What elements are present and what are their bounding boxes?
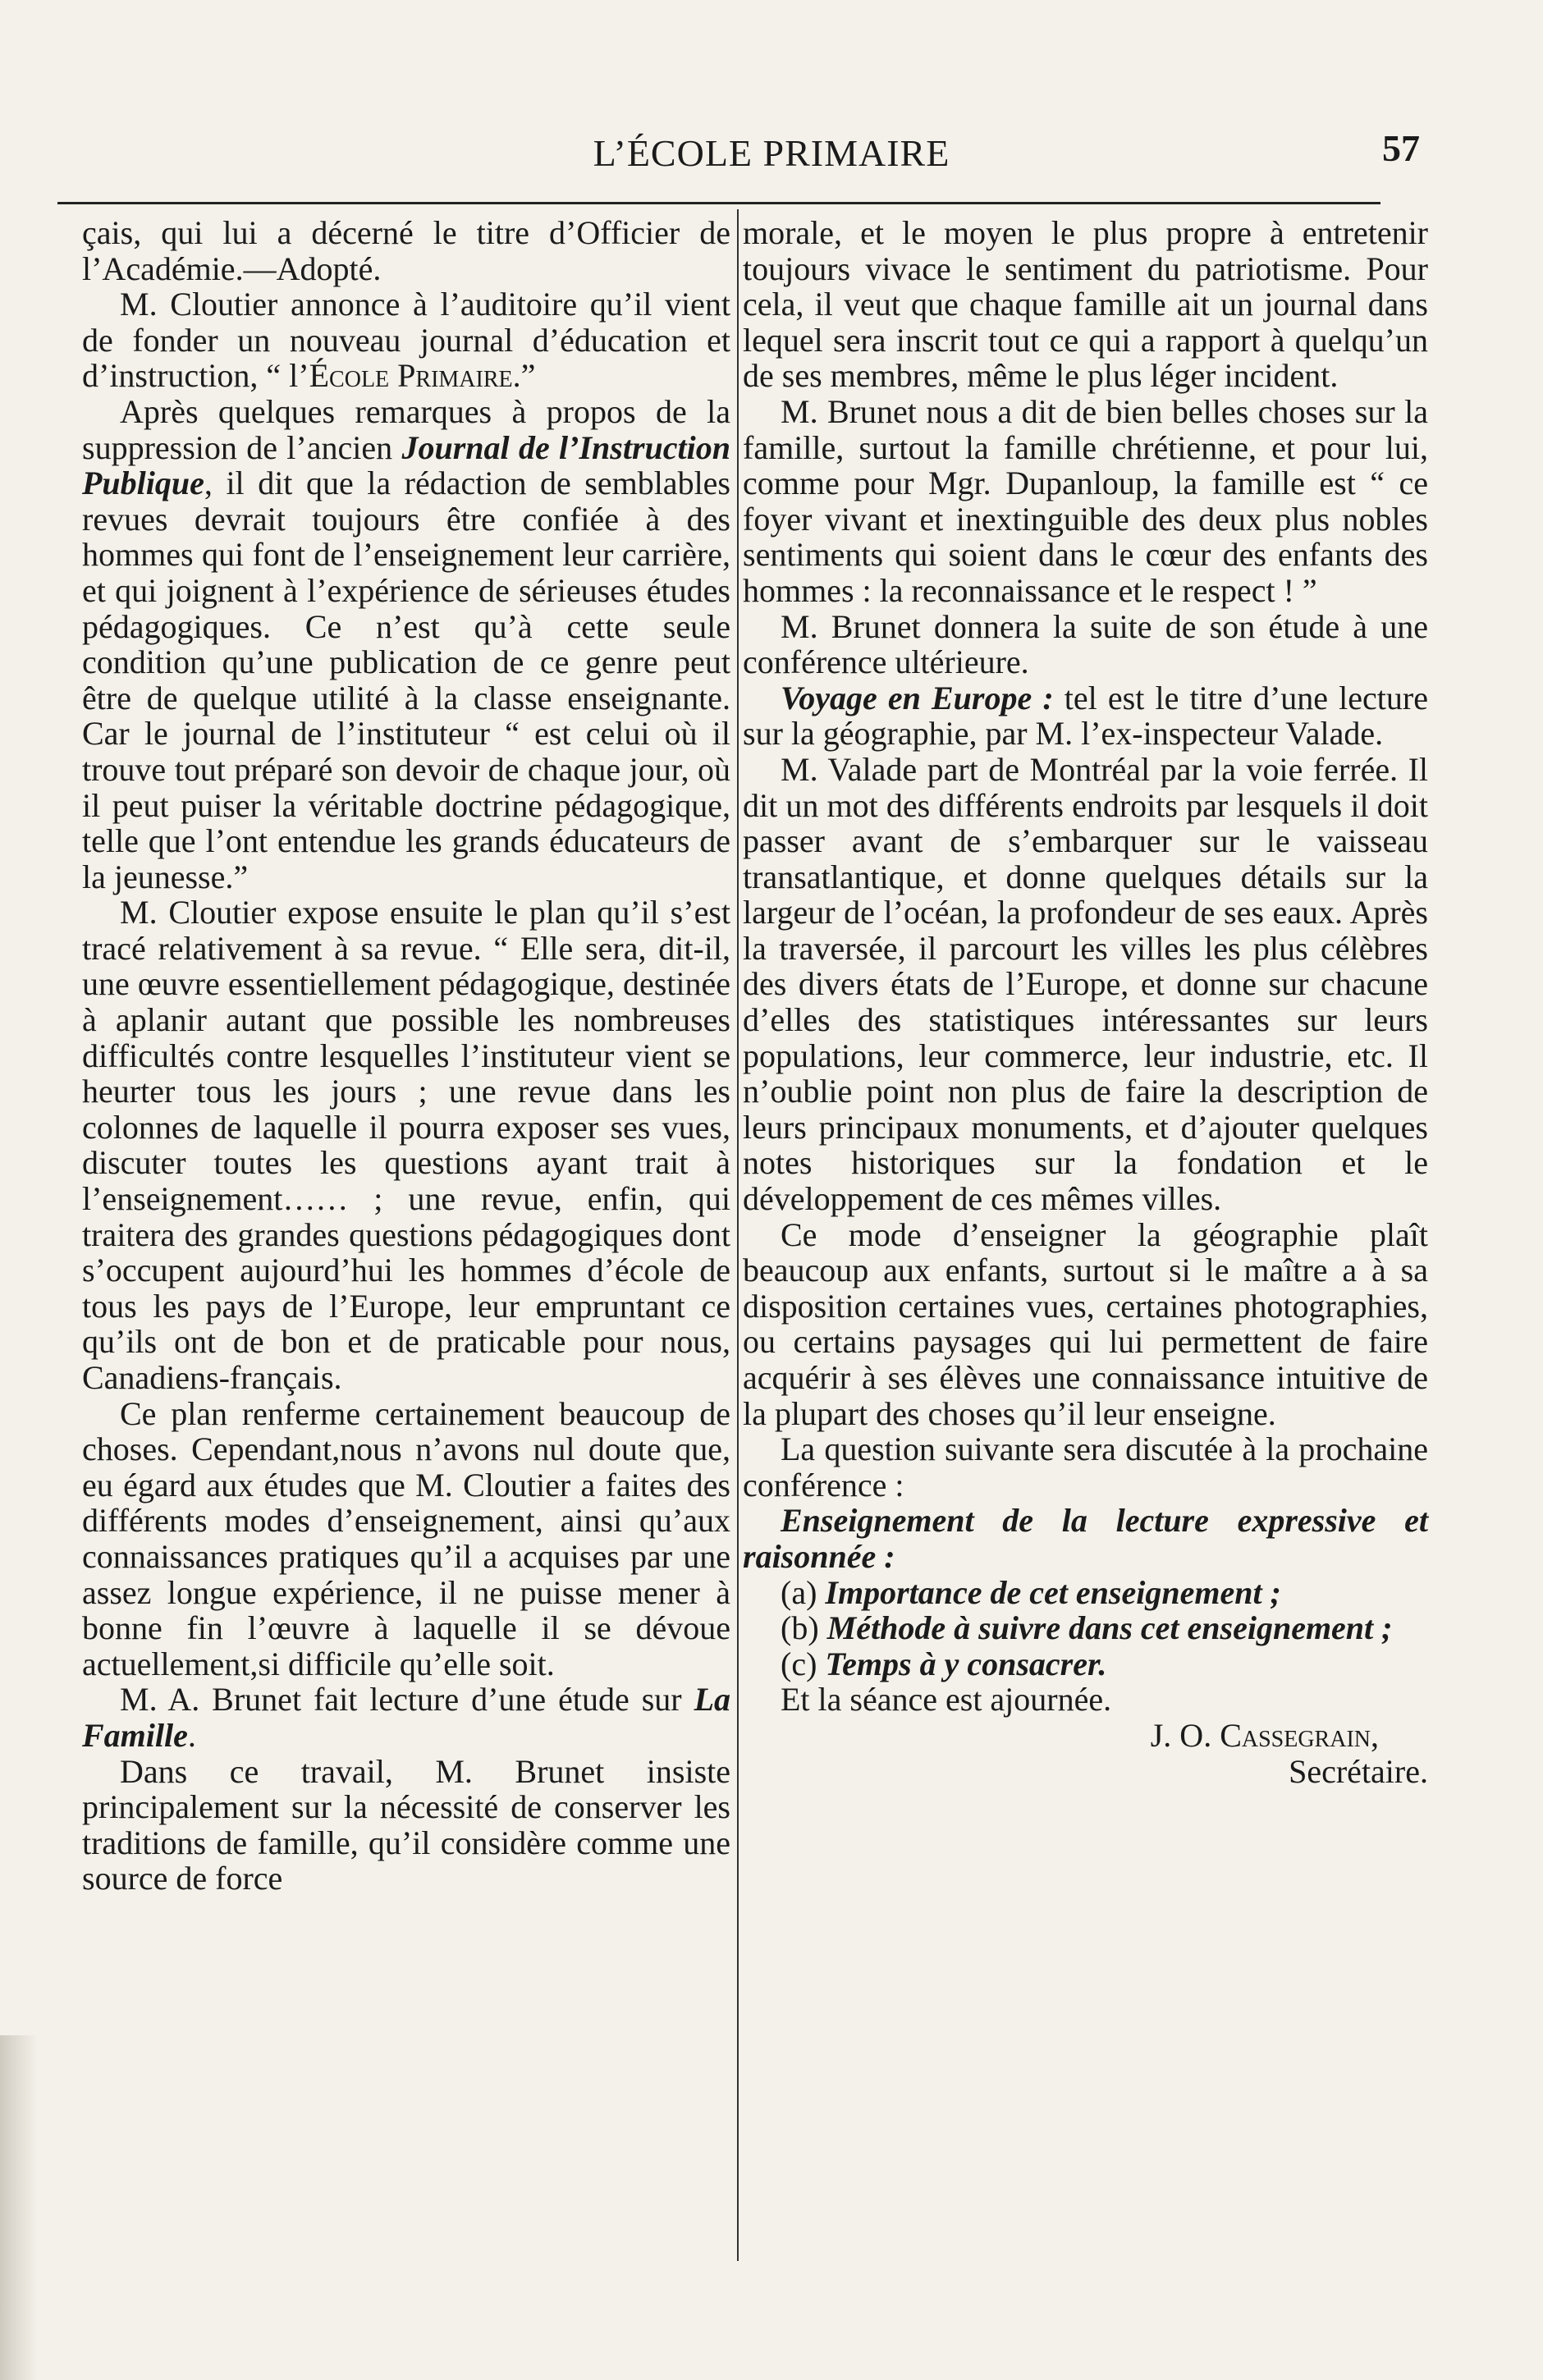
paragraph: M. Valade part de Montréal par la voie ferrée. Il dit un mot des différents endroits par lesquels il doit passer avant de s’embarquer sur le vaisseau transatlantique, et donne quelques détails sur la largeur de l’océan, la profondeur de ses eaux. Après la traversée, il parcourt les villes les plus célèbres des divers états de l’Europe, et donne sur chacune d’elles des statistiques intéressantes sur leurs populations, leur commerce, leur industrie, etc. Il n’oublie point non plus de faire la description de leurs principaux monuments, et d’ajouter quelques notes historiques sur la fondation et le développement de ces mêmes villes. — [743, 750, 1428, 1218]
signature-name — [743, 1718, 1428, 1754]
paragraph — [743, 1503, 1428, 1574]
paragraph: Dans ce travail, M. Brunet insiste principalement sur la nécessité de conserver les traditions de famille, qu’il considère comme une source de force — [82, 1752, 730, 1897]
left-column — [82, 215, 730, 1897]
paragraph: Ce plan renferme certainement beaucoup de choses. Cependant,nous n’avons nul doute que, eu égard aux études que M. Cloutier a faites des différents modes d’enseignement, ainsi qu’aux connaissances pratiques qu’il a acquises par une assez longue expérience, il ne puisse mener à bonne fin l’œuvre à laquelle il se dévoue actuellement,si difficile qu’elle soit. — [82, 1394, 730, 1682]
paragraph: morale, et le moyen le plus propre à entretenir toujours vivace le sentiment du patriotisme. Pour cela, il veut que chaque famille ait un journal dans lequel sera inscrit tout ce qui a rapport à quelqu’un de ses membres, même le plus léger incident. — [743, 214, 1428, 395]
paragraph — [82, 394, 730, 895]
list-label: (c) — [781, 1645, 817, 1682]
paragraph — [743, 680, 1428, 752]
paragraph: Ce mode d’enseigner la géographie plaît beaucoup aux enfants, surtout si le maître a à sa disposition certaines vues, certaines photographies, ou certains paysages qui lui permettent de faire acquérir à ses élèves une connaissance intuitive de la plupart des choses qu’il leur enseigne. — [743, 1215, 1428, 1432]
list-item — [743, 1610, 1428, 1646]
paragraph-text: M. Cloutier annonce à l’auditoire qu’il vient de fonder un nouveau journal d’éducation et d’instruction, “ l’ — [82, 286, 730, 395]
list-text: Méthode à suivre dans cet enseignement ; — [826, 1609, 1393, 1647]
paragraph: M. Brunet nous a dit de bien belles choses sur la famille, surtout la famille chrétienne, et pour lui, comme pour Mgr. Dupanloup, la famille est “ ce foyer vivant et inextinguible des deux plus nobles sentiments qui soient dans le cœur des enfants des hommes : la reconnaissance et le respect ! ” — [743, 392, 1428, 609]
paragraph — [82, 1682, 730, 1753]
column-divider — [737, 209, 739, 2261]
running-head — [49, 123, 1494, 181]
paragraph: çais, qui lui a décerné le titre d’Officier de l’Académie.—Adopté. — [82, 214, 730, 287]
paragraph-text: M. A. Brunet fait lecture d’une étude sur — [120, 1681, 694, 1719]
list-label: (a) — [781, 1573, 817, 1611]
paragraph: Et la séance est ajournée. — [781, 1681, 1112, 1719]
signature-initials: J. O. — [1150, 1716, 1220, 1754]
paragraph — [82, 286, 730, 394]
signature-surname: Cassegrain — [1220, 1716, 1371, 1754]
paragraph-text: . — [187, 1716, 196, 1754]
paragraph-text: , il dit que la rédaction de semblables revues devrait toujours être confiée à des hommes qui font de l’enseignement leur carrière, et qui joignent à l’expérience de sérieuses études pédagogiques. Ce n’est qu’à cette seule condition qu’une publication de ce genre peut être de quelque utilité à la classe enseignante. Car le journal de l’instituteur “ est celui où il trouve tout préparé son devoir de chaque jour, où il peut puiser la véritable doctrine pédagogique, telle que l’ont entendue les grands éducateurs de la jeunesse.” — [82, 465, 730, 895]
paragraph-text: Après quelques remarques à propos de la suppression de l’ancien — [82, 392, 730, 466]
lecture-title: Voyage en Europe : — [781, 679, 1054, 716]
signature-comma: , — [1371, 1716, 1379, 1754]
list-item — [743, 1575, 1428, 1611]
page-number: 57 — [1382, 127, 1420, 169]
list-item — [743, 1646, 1428, 1682]
list-text: Temps à y consacrer. — [825, 1645, 1107, 1682]
running-title: L’ÉCOLE PRIMAIRE — [593, 132, 950, 174]
journal-name: École Primaire — [309, 357, 513, 395]
binding-shadow — [0, 2035, 38, 2380]
paragraph-text: .” — [512, 357, 536, 395]
paragraph: M. Cloutier expose ensuite le plan qu’il s’est tracé relativement à sa revue. “ Elle sera, dit-il, une œuvre essentiellement pédagogique, destinée à aplanir autant que possible les nombreuses difficultés contre lesquelles l’instituteur vient se heurter tous les jours ; une revue dans les colonnes de laquelle il pourra exposer ses vues, discuter toutes les questions ayant trait à l’enseignement…… ; une revue, enfin, qui traitera des grandes questions pédagogiques dont s’occupent aujourd’hui les hommes d’école de tous les pays de l’Europe, leur empruntant ce qu’ils ont de bon et de praticable pour nous, Canadiens-français. — [82, 894, 730, 1396]
journal-title: Journal de l’Instruction Publique — [82, 428, 731, 502]
list-text: Importance de cet enseignement ; — [825, 1573, 1281, 1611]
paragraph-text: tel est le titre d’une lecture sur la géographie, par M. l’ex-inspecteur Valade. — [743, 679, 1428, 753]
list-label: (b) — [781, 1609, 819, 1647]
right-column — [743, 215, 1428, 1789]
signature-title: Secrétaire. — [1289, 1752, 1428, 1790]
study-title: La Famille — [82, 1681, 730, 1754]
paragraph: M. Brunet donnera la suite de son étude à une conférence ultérieure. — [743, 607, 1428, 681]
question-title: Enseignement de la lecture expressive et raisonnée : — [743, 1502, 1428, 1575]
header-rule — [57, 202, 1380, 204]
paragraph: La question suivante sera discutée à la prochaine conférence : — [743, 1430, 1428, 1504]
